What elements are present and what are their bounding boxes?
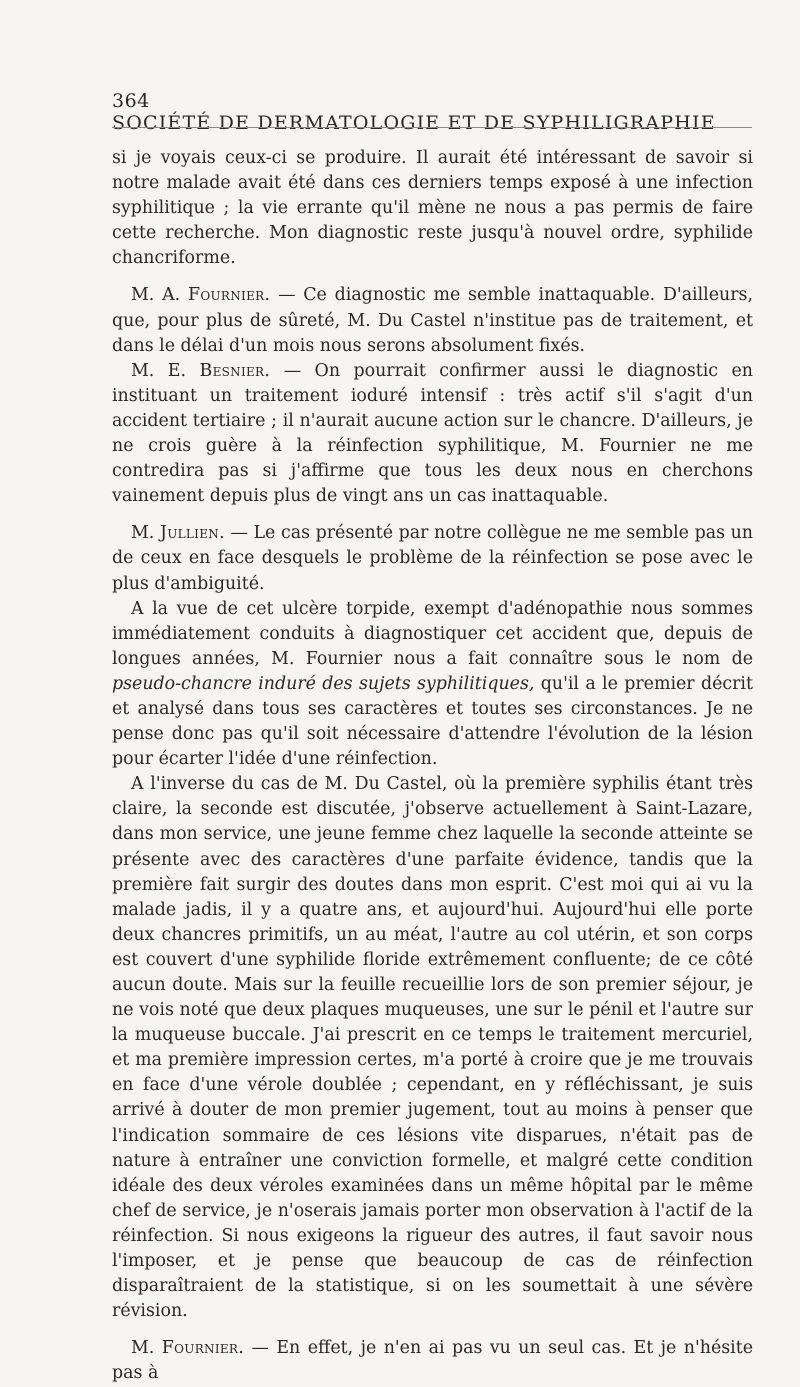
paragraph-fournier-a: M. A. Fournier. — Ce diagnostic me semble inattaquable. D'ailleurs, que, pour plus de sûreté, M. Du Castel n'institue pas de traitement, et dans le délai d'un mois nous serons absolument fixés.: [112, 285, 754, 356]
body-text: [112, 146, 753, 1387]
paragraph-ulcere: A la vue de cet ulcère torpide, exempt d'adénopathie nous sommes immédiatement conduits à diagnostiquer cet accident que, depuis de longues années, M. Fournier nous a fait connaître sous le nom de pseudo-chancre induré des sujets syphilitiques, qu'il a le premier décrit et analysé dans tous ses caractères et toutes ses circonstances. Je ne pense donc pas qu'il soit nécessaire d'attendre l'évolution de la lésion pour écarter l'idée d'une réinfection.: [112, 598, 753, 770]
speaker-name: Fournier.: [161, 1338, 245, 1359]
paragraph-besnier: M. E. Besnier. — On pourrait confirmer aussi le diagnostic en instituant un traitement ioduré intensif : très actif s'il s'agit d'un accident tertiaire ; il n'aurait aucune action sur le chancre. D'ailleurs, je ne crois guère à la réinfection syphilitique, M. Fournier ne me contredira pas si j'affirme que tous les deux nous en cherchons vainement depuis plus de vingt ans un cas inattaquable.: [112, 360, 753, 507]
speaker-prefix: M. E.: [131, 360, 200, 381]
paragraph-inverse: A l'inverse du cas de M. Du Castel, où la première syphilis étant très claire, la seconde est discutée, j'observe actuellement à Saint-Lazare, dans mon service, une jeune femme chez laquelle la seconde atteinte se présente avec des caractères d'une parfaite évidence, tandis que la première fait surgir des doutes dans mon esprit. C'est moi qui ai vu la malade jadis, il y a quatre ans, et aujourd'hui. Aujourd'hui elle porte deux chancres primitifs, un au méat, l'autre au col utérin, et son corps est couvert d'une syphilide floride extrêmement confluente; de ce côté aucun doute. Mais sur la feuille recueillie lors de son premier séjour, je ne vois noté que deux plaques muqueuses, une sur le pénil et l'autre sur la muqueuse buccale. J'ai prescrit en ce temps le traitement mercuriel, et ma première impression certes, m'a porté à croire que je me trouvais en face d'une vérole doublée ; cependant, en y réfléchissant, je suis arrivé à douter de mon premier jugement, tout au moins à penser que l'indication sommaire de ces lésions vite disparues, n'était pas de nature à entraîner une conviction formelle, et malgré cette condition idéale des deux véroles examinées dans un même hôpital par le même chef de service, je n'oserais jamais porter mon observation à l'actif de la réinfection. Si nous exigeons la rigueur des autres, il faut savoir nous l'imposer, et je pense que beaucoup de cas de réinfection disparaîtraient de la statistique, si on les soumettait à une sévère révision.: [112, 774, 753, 1322]
speaker-name: Jullien.: [159, 523, 225, 544]
header-title: SOCIÉTÉ DE DERMATOLOGIE ET DE SYPHILIGRAPHIE: [112, 112, 716, 134]
italic-term: pseudo-chancre induré des sujets syphilitiques,: [112, 673, 535, 694]
paragraph-jullien: M. Jullien. — Le cas présenté par notre collègue ne me semble pas un de ceux en face desquels le problème de la réinfection se pose avec le plus d'ambiguité.: [112, 523, 753, 594]
speaker-prefix: M.: [131, 523, 160, 544]
speaker-name: Besnier.: [199, 360, 271, 381]
paragraph-continuation: si je voyais ceux-ci se produire. Il aurait été intéressant de savoir si notre malade avait été dans ces derniers temps exposé à une infection syphilitique ; la vie errante qu'il mène ne nous a pas permis de faire cette recherche. Mon diagnostic reste jusqu'à nouvel ordre, syphilide chancriforme.: [112, 148, 753, 269]
speaker-name: Fournier.: [187, 285, 271, 306]
speaker-prefix: M. A.: [131, 285, 188, 306]
header-rule: [112, 127, 752, 128]
speaker-prefix: M.: [131, 1338, 162, 1359]
page-number: 364: [112, 90, 150, 112]
paragraph-fournier-final: M. Fournier. — En effet, je n'en ai pas vu un seul cas. Et je n'hésite pas à: [112, 1338, 753, 1384]
